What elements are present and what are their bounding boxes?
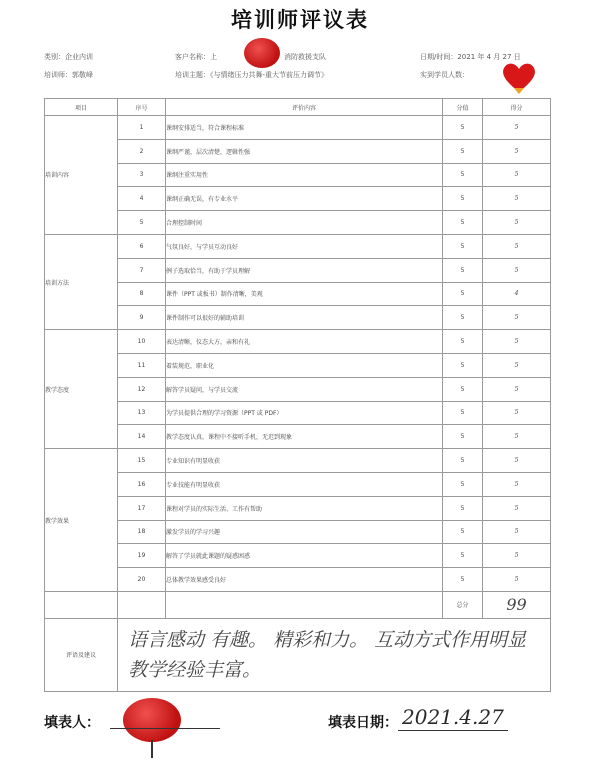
table-row <box>45 449 551 473</box>
date-label: 填表日期： <box>328 715 398 731</box>
item-content: 解答学员疑问，与学员交流 <box>166 377 443 401</box>
item-full-score: 5 <box>443 472 483 496</box>
item-full-score: 5 <box>443 330 483 354</box>
item-full-score: 5 <box>443 282 483 306</box>
trainer-field: 培训师：郭敬峰 <box>44 71 93 79</box>
item-full-score: 5 <box>443 258 483 282</box>
item-score: 5 <box>483 116 551 140</box>
item-number: 18 <box>118 520 166 544</box>
item-content: 总体教学效果感受良好 <box>166 568 443 592</box>
item-content: 气氛良好，与学员互动良好 <box>166 234 443 258</box>
item-number: 19 <box>118 544 166 568</box>
item-score: 5 <box>483 139 551 163</box>
item-score: 5 <box>483 449 551 473</box>
item-number: 11 <box>118 353 166 377</box>
header-full-score: 分值 <box>443 99 483 116</box>
table-row <box>45 377 551 401</box>
client-prefix: 客户名称：上 <box>175 53 217 61</box>
category-cell: 培训内容 <box>45 116 118 235</box>
table-row <box>45 139 551 163</box>
item-score: 5 <box>483 258 551 282</box>
item-number: 13 <box>118 401 166 425</box>
item-number: 4 <box>118 187 166 211</box>
item-number: 8 <box>118 282 166 306</box>
item-number: 20 <box>118 568 166 592</box>
item-full-score: 5 <box>443 425 483 449</box>
table-row <box>45 211 551 235</box>
item-number: 17 <box>118 496 166 520</box>
item-score: 5 <box>483 163 551 187</box>
category-cell: 教学效果 <box>45 449 118 592</box>
item-full-score: 5 <box>443 449 483 473</box>
item-full-score: 5 <box>443 568 483 592</box>
item-full-score: 5 <box>443 544 483 568</box>
filler-label: 填表人： <box>44 715 100 731</box>
table-row <box>45 330 551 354</box>
table-row <box>45 306 551 330</box>
item-score: 5 <box>483 306 551 330</box>
comments-row <box>45 618 551 691</box>
item-content: 专业知识有明显收获 <box>166 449 443 473</box>
item-number: 14 <box>118 425 166 449</box>
table-row <box>45 116 551 140</box>
filler-underline <box>110 728 220 729</box>
item-full-score: 5 <box>443 306 483 330</box>
comments-label: 评语及建议 <box>45 618 118 691</box>
item-score: 5 <box>483 544 551 568</box>
redaction-client <box>244 38 280 68</box>
category-cell: 培训方法 <box>45 234 118 329</box>
total-row <box>45 591 551 618</box>
item-score: 5 <box>483 472 551 496</box>
item-full-score: 5 <box>443 163 483 187</box>
item-content: 表达清晰，仪态大方，亲和有礼 <box>166 330 443 354</box>
item-full-score: 5 <box>443 520 483 544</box>
item-content: 课纲严谨，层次清楚，逻辑性强 <box>166 139 443 163</box>
attendance-field: 实到学员人数： <box>420 71 469 79</box>
item-content: 课纲注重实用性 <box>166 163 443 187</box>
item-content: 专业技能有明显收获 <box>166 472 443 496</box>
item-score: 5 <box>483 211 551 235</box>
table-header-row <box>45 99 551 116</box>
table-row <box>45 520 551 544</box>
total-label: 总分 <box>443 591 483 618</box>
item-score: 5 <box>483 353 551 377</box>
header-score: 得分 <box>483 99 551 116</box>
comments-cell <box>118 618 551 691</box>
item-score: 5 <box>483 377 551 401</box>
item-score: 4 <box>483 282 551 306</box>
item-number: 10 <box>118 330 166 354</box>
table-row <box>45 258 551 282</box>
table-row <box>45 282 551 306</box>
item-number: 12 <box>118 377 166 401</box>
item-content: 课件制作可以很好的辅助培训 <box>166 306 443 330</box>
item-full-score: 5 <box>443 211 483 235</box>
item-score: 5 <box>483 568 551 592</box>
topic-field: 培训主题：《与情绪压力共舞-重大节前压力调节》 <box>175 71 329 79</box>
total-score: 99 <box>483 591 551 618</box>
fill-date: 2021.4.27 <box>402 705 504 729</box>
item-number: 6 <box>118 234 166 258</box>
category-cell: 教学态度 <box>45 330 118 449</box>
table-row <box>45 472 551 496</box>
table-row <box>45 401 551 425</box>
item-number: 16 <box>118 472 166 496</box>
comments-line-2: 教学经验丰富。 <box>128 658 262 681</box>
header-content: 评价内容 <box>166 99 443 116</box>
item-full-score: 5 <box>443 401 483 425</box>
item-content: 教学态度认真，课程中不接听手机，无迟到现象 <box>166 425 443 449</box>
table-row <box>45 353 551 377</box>
category-field: 类别：企业内训 <box>44 53 93 61</box>
item-full-score: 5 <box>443 187 483 211</box>
table-row <box>45 544 551 568</box>
item-content: 课程对学员的实际生活、工作有帮助 <box>166 496 443 520</box>
client-suffix: 消防救援支队 <box>284 53 326 61</box>
item-full-score: 5 <box>443 116 483 140</box>
date-underline <box>398 730 508 731</box>
page-title: 培训师评议表 <box>231 8 369 32</box>
item-number: 3 <box>118 163 166 187</box>
redaction-signature <box>123 698 181 742</box>
item-score: 5 <box>483 496 551 520</box>
item-number: 9 <box>118 306 166 330</box>
item-content: 为学员提供合理的学习资源（PPT 或 PDF） <box>166 401 443 425</box>
item-full-score: 5 <box>443 353 483 377</box>
item-number: 7 <box>118 258 166 282</box>
item-full-score: 5 <box>443 234 483 258</box>
table-row <box>45 568 551 592</box>
item-full-score: 5 <box>443 377 483 401</box>
table-row <box>45 234 551 258</box>
item-content: 激发学员的学习兴趣 <box>166 520 443 544</box>
item-content: 例子选取恰当，有助于学员理解 <box>166 258 443 282</box>
table-row <box>45 163 551 187</box>
item-content: 解答了学员就此课题的疑惑困惑 <box>166 544 443 568</box>
evaluation-table <box>44 98 551 692</box>
item-score: 5 <box>483 330 551 354</box>
table-row <box>45 187 551 211</box>
item-score: 5 <box>483 520 551 544</box>
item-score: 5 <box>483 401 551 425</box>
item-score: 5 <box>483 187 551 211</box>
redaction-stem <box>151 740 153 758</box>
item-content: 着装规范，职业化 <box>166 353 443 377</box>
item-number: 2 <box>118 139 166 163</box>
date-field: 日期/时间：2021 年 4 月 27 日 <box>420 53 521 61</box>
comments-line-1: 语言感动 有趣。 精彩和力。 互动方式作用明显 <box>128 628 527 651</box>
item-content: 课纲正确无误，有专业水平 <box>166 187 443 211</box>
header-project: 项目 <box>45 99 118 116</box>
item-number: 1 <box>118 116 166 140</box>
heart-sticker-icon <box>501 62 537 94</box>
item-content: 课件（PPT 或板书）制作清晰，美观 <box>166 282 443 306</box>
table-row <box>45 496 551 520</box>
item-full-score: 5 <box>443 496 483 520</box>
header-number: 序号 <box>118 99 166 116</box>
item-content: 课纲安排适当，符合课程标准 <box>166 116 443 140</box>
table-row <box>45 425 551 449</box>
item-score: 5 <box>483 425 551 449</box>
item-full-score: 5 <box>443 139 483 163</box>
item-number: 15 <box>118 449 166 473</box>
item-number: 5 <box>118 211 166 235</box>
item-score: 5 <box>483 234 551 258</box>
item-content: 合理控制时间 <box>166 211 443 235</box>
